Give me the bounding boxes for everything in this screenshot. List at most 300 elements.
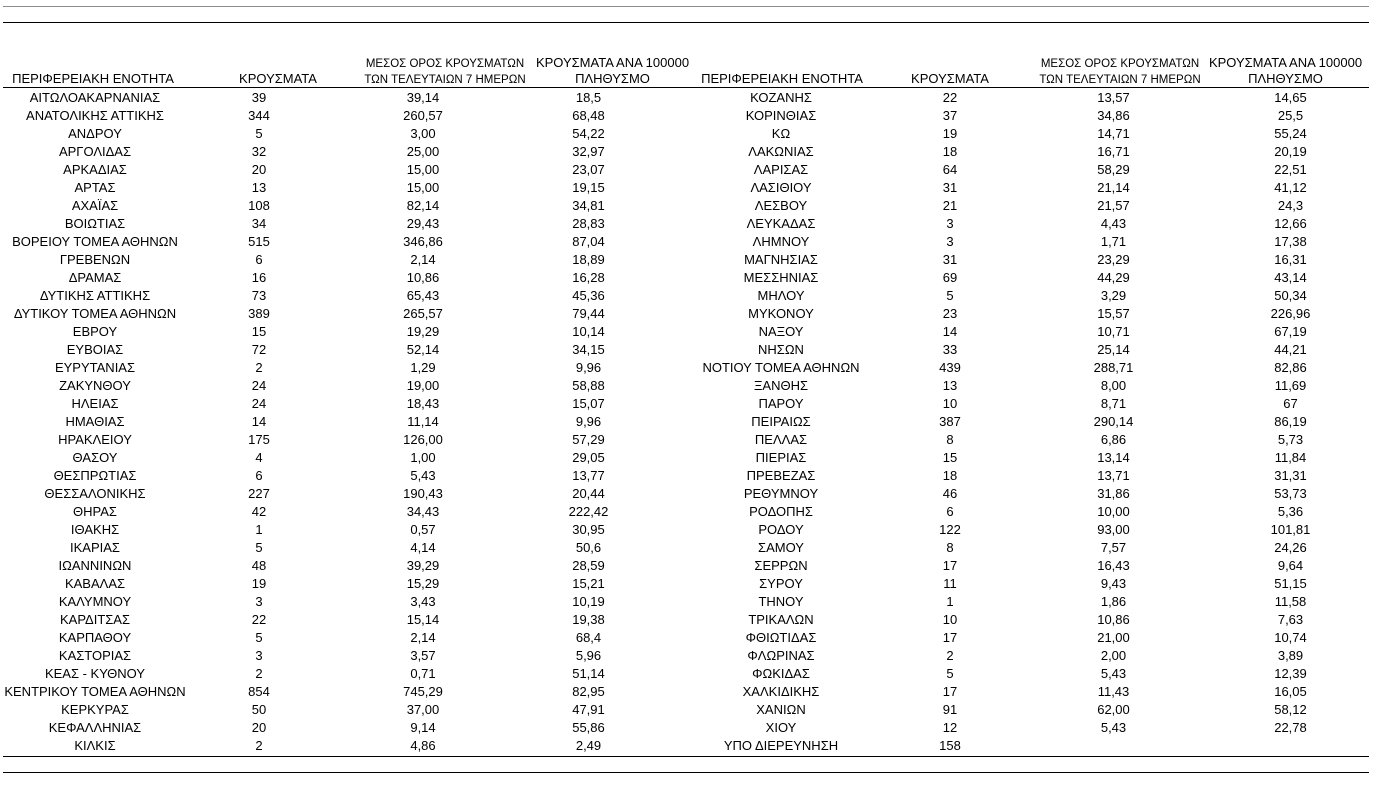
- cell-region: ΘΗΡΑΣ: [73, 504, 117, 519]
- table-row: [676, 467, 1368, 485]
- cell-per-100k: 41,12: [1274, 180, 1307, 195]
- cell-cases: 387: [939, 414, 961, 429]
- cell-avg-7d: 9,14: [410, 720, 436, 735]
- cell-cases: 37: [942, 108, 958, 123]
- table-row: [3, 341, 662, 359]
- cell-cases: 32: [251, 144, 267, 159]
- table-row: [3, 125, 662, 143]
- cell-avg-7d: 346,86: [403, 234, 443, 249]
- header-per100k-line2: ΠΛΗΘΥΣΜΟ: [575, 71, 650, 86]
- cell-region: ΜΗΛΟΥ: [757, 288, 805, 303]
- cell-cases: 33: [942, 342, 958, 357]
- cell-per-100k: 86,19: [1274, 414, 1307, 429]
- header-per100k-line2: ΠΛΗΘΥΣΜΟ: [1248, 71, 1323, 86]
- cell-region: ΒΟΡΕΙΟΥ ΤΟΜΕΑ ΑΘΗΝΩΝ: [12, 234, 178, 249]
- cell-region: ΜΥΚΟΝΟΥ: [748, 306, 814, 321]
- table-row: [676, 665, 1368, 683]
- header-avg-line2: ΤΩΝ ΤΕΛΕΥΤΑΙΩΝ 7 ΗΜΕΡΩΝ: [1039, 74, 1201, 86]
- table-row: [3, 161, 662, 179]
- cell-per-100k: 18,89: [572, 252, 605, 267]
- cell-per-100k: 51,14: [572, 666, 605, 681]
- cell-region: ΣΕΡΡΩΝ: [754, 558, 808, 573]
- cell-per-100k: 68,4: [575, 630, 602, 645]
- table-row: [676, 143, 1368, 161]
- table-row: [3, 503, 662, 521]
- cell-region: ΤΡΙΚΑΛΩΝ: [748, 612, 814, 627]
- cell-cases: 20: [251, 162, 267, 177]
- table-row: [676, 323, 1368, 341]
- table-row: [676, 161, 1368, 179]
- cell-region: ΗΛΕΙΑΣ: [71, 396, 119, 411]
- cell-avg-7d: 1,86: [1100, 594, 1127, 609]
- table-row: [676, 521, 1368, 539]
- table-row: [676, 395, 1368, 413]
- cell-per-100k: 50,6: [575, 540, 602, 555]
- table-row: [676, 305, 1368, 323]
- cell-cases: 6: [255, 468, 263, 483]
- cell-per-100k: 23,07: [572, 162, 605, 177]
- cell-per-100k: 12,66: [1274, 216, 1307, 231]
- cell-per-100k: 67: [1283, 396, 1298, 411]
- table-row: [676, 377, 1368, 395]
- cell-region: ΗΡΑΚΛΕΙΟΥ: [58, 432, 132, 447]
- table-row: [3, 539, 662, 557]
- cell-per-100k: 13,77: [572, 468, 605, 483]
- table-row: [3, 269, 662, 287]
- table-row: [3, 413, 662, 431]
- table-row: [3, 395, 662, 413]
- cell-per-100k: 24,3: [1277, 198, 1304, 213]
- cell-per-100k: 22,51: [1274, 162, 1307, 177]
- cell-avg-7d: 3,29: [1100, 288, 1127, 303]
- cell-cases: 5: [255, 630, 263, 645]
- table-row: [676, 179, 1368, 197]
- table-row: [3, 251, 662, 269]
- cell-per-100k: 25,5: [1277, 108, 1304, 123]
- cell-cases: 14: [942, 324, 958, 339]
- cell-avg-7d: 10,71: [1097, 324, 1130, 339]
- cell-region: ΑΙΤΩΛΟΑΚΑΡΝΑΝΙΑΣ: [29, 90, 161, 105]
- cell-per-100k: 16,31: [1274, 252, 1307, 267]
- cell-per-100k: 15,07: [572, 396, 605, 411]
- cell-per-100k: 58,88: [572, 378, 605, 393]
- cell-avg-7d: 5,43: [1100, 666, 1127, 681]
- table-row: [676, 251, 1368, 269]
- cell-region: ΠΕΛΛΑΣ: [754, 432, 808, 447]
- cell-region: ΧΑΝΙΩΝ: [756, 702, 806, 717]
- table-row: [676, 611, 1368, 629]
- cell-cases: 31: [942, 252, 958, 267]
- cell-region: ΡΕΘΥΜΝΟΥ: [743, 486, 819, 501]
- cell-region: ΔΡΑΜΑΣ: [68, 270, 122, 285]
- cell-region: ΚΩ: [771, 126, 791, 141]
- cell-region: ΖΑΚΥΝΘΟΥ: [59, 378, 131, 393]
- cell-cases: 91: [942, 702, 958, 717]
- cell-per-100k: 45,36: [572, 288, 605, 303]
- cell-per-100k: 9,96: [575, 414, 602, 429]
- header-avg-line1: ΜΕΣΟΣ ΟΡΟΣ ΚΡΟΥΣΜΑΤΩΝ: [1040, 58, 1200, 70]
- cell-avg-7d: 8,71: [1100, 396, 1127, 411]
- cell-cases: 14: [251, 414, 267, 429]
- cell-region: ΚΑΛΥΜΝΟΥ: [58, 594, 132, 609]
- cell-per-100k: 29,05: [572, 450, 605, 465]
- cell-avg-7d: 16,43: [1097, 558, 1130, 573]
- cell-region: ΦΘΙΩΤΙΔΑΣ: [745, 630, 817, 645]
- cell-region: ΕΒΡΟΥ: [72, 324, 118, 339]
- cell-region: ΛΑΚΩΝΙΑΣ: [748, 144, 814, 159]
- table-row: [676, 449, 1368, 467]
- cell-avg-7d: 265,57: [403, 306, 443, 321]
- cell-per-100k: 11,84: [1274, 450, 1307, 465]
- cell-cases: 15: [942, 450, 958, 465]
- cell-cases: 5: [946, 666, 954, 681]
- cell-region: ΑΧΑΪΑΣ: [71, 198, 119, 213]
- cell-avg-7d: 39,29: [406, 558, 440, 573]
- cell-per-100k: 30,95: [572, 522, 605, 537]
- cell-region: ΧΙΟΥ: [765, 720, 797, 735]
- table-row: [3, 287, 662, 305]
- header-avg-line1: ΜΕΣΟΣ ΟΡΟΣ ΚΡΟΥΣΜΑΤΩΝ: [365, 58, 525, 70]
- cell-cases: 175: [248, 432, 270, 447]
- table-row: [676, 233, 1368, 251]
- cell-avg-7d: 2,14: [410, 252, 436, 267]
- cell-cases: 13: [942, 378, 958, 393]
- cell-cases: 6: [946, 504, 954, 519]
- cell-region: ΙΩΑΝΝΙΝΩΝ: [58, 558, 132, 573]
- cell-per-100k: 19,38: [572, 612, 605, 627]
- top-rule-thick: [3, 22, 1369, 23]
- table-row: [676, 719, 1368, 737]
- table-row: [676, 701, 1368, 719]
- cell-per-100k: 12,39: [1274, 666, 1307, 681]
- cell-per-100k: 19,15: [572, 180, 605, 195]
- cell-region: ΛΑΣΙΘΙΟΥ: [750, 180, 812, 195]
- cell-region: ΣΥΡΟΥ: [759, 576, 803, 591]
- header-cases-right: ΚΡΟΥΣΜΑΤΑ: [911, 71, 989, 86]
- cell-region: ΝΗΣΩΝ: [758, 342, 804, 357]
- header-cases-left: ΚΡΟΥΣΜΑΤΑ: [239, 71, 317, 86]
- cell-region: ΙΚΑΡΙΑΣ: [70, 540, 120, 555]
- header-per100k-left: [525, 55, 700, 87]
- cell-per-100k: 51,15: [1274, 576, 1307, 591]
- cell-avg-7d: 93,00: [1097, 522, 1130, 537]
- cell-region: ΡΟΔΟΥ: [758, 522, 804, 537]
- cell-per-100k: 10,74: [1274, 630, 1307, 645]
- table-row: [3, 323, 662, 341]
- cell-cases: 344: [248, 108, 270, 123]
- cell-region: ΝΟΤΙΟΥ ΤΟΜΕΑ ΑΘΗΝΩΝ: [702, 360, 860, 375]
- table-row: [676, 647, 1368, 665]
- cell-per-100k: 9,64: [1277, 558, 1304, 573]
- left-data-table: [3, 89, 662, 755]
- cell-cases: 19: [942, 126, 958, 141]
- cell-cases: 122: [939, 522, 961, 537]
- cell-cases: 5: [255, 126, 263, 141]
- header-per100k-line1: ΚΡΟΥΣΜΑΤΑ ΑΝΑ 100000: [1208, 55, 1363, 70]
- cell-per-100k: 20,44: [572, 486, 605, 501]
- cell-region: ΚΟΡΙΝΘΙΑΣ: [745, 108, 817, 123]
- header-region-left: ΠΕΡΙΦΕΡΕΙΑΚΗ ΕΝΟΤΗΤΑ: [12, 71, 174, 86]
- table-row: [3, 179, 662, 197]
- cell-avg-7d: 290,14: [1093, 414, 1134, 429]
- cell-region: ΘΕΣΣΑΛΟΝΙΚΗΣ: [44, 486, 146, 501]
- cell-cases: 16: [251, 270, 267, 285]
- table-row: [676, 287, 1368, 305]
- table-row: [3, 431, 662, 449]
- cell-region: ΛΗΜΝΟΥ: [752, 234, 810, 249]
- cell-avg-7d: 15,00: [406, 180, 440, 195]
- cell-avg-7d: 23,29: [1097, 252, 1130, 267]
- cell-avg-7d: 126,00: [403, 432, 443, 447]
- cell-per-100k: 101,81: [1270, 522, 1311, 537]
- header-avg-line2: ΤΩΝ ΤΕΛΕΥΤΑΙΩΝ 7 ΗΜΕΡΩΝ: [364, 74, 526, 86]
- cell-avg-7d: 34,43: [406, 504, 440, 519]
- table-row: [3, 215, 662, 233]
- cell-region: ΚΕΡΚΥΡΑΣ: [61, 702, 129, 717]
- cell-avg-7d: 13,71: [1097, 468, 1130, 483]
- table-row: [3, 89, 662, 107]
- cell-region: ΥΠΟ ΔΙΕΡΕΥΝΗΣΗ: [723, 738, 839, 753]
- cell-region: ΑΡΚΑΔΙΑΣ: [63, 162, 127, 177]
- cell-cases: 5: [255, 540, 263, 555]
- cell-cases: 39: [251, 90, 267, 105]
- cell-cases: 13: [251, 180, 267, 195]
- header-per100k-right: [1198, 55, 1373, 87]
- cell-cases: 1: [255, 522, 263, 537]
- table-row: [676, 107, 1368, 125]
- cell-avg-7d: 8,00: [1100, 378, 1127, 393]
- table-row: [3, 719, 662, 737]
- cell-avg-7d: 25,14: [1097, 342, 1130, 357]
- cell-cases: 439: [939, 360, 961, 375]
- cell-avg-7d: 31,86: [1097, 486, 1130, 501]
- cell-per-100k: 11,58: [1274, 594, 1307, 609]
- cell-per-100k: 34,15: [572, 342, 605, 357]
- cell-avg-7d: 19,29: [406, 324, 440, 339]
- cell-region: ΑΝΑΤΟΛΙΚΗΣ ΑΤΤΙΚΗΣ: [26, 108, 164, 123]
- table-row: [3, 485, 662, 503]
- cell-cases: 8: [946, 540, 954, 555]
- table-row: [676, 197, 1368, 215]
- cell-avg-7d: 13,57: [1097, 90, 1130, 105]
- cell-region: ΠΡΕΒΕΖΑΣ: [746, 468, 816, 483]
- cell-avg-7d: 3,43: [410, 594, 436, 609]
- cell-per-100k: 82,95: [572, 684, 605, 699]
- cell-avg-7d: 5,43: [1100, 720, 1127, 735]
- cell-per-100k: 17,38: [1274, 234, 1307, 249]
- cell-region: ΠΑΡΟΥ: [758, 396, 804, 411]
- table-row: [3, 233, 662, 251]
- cell-cases: 18: [942, 144, 958, 159]
- cell-per-100k: 54,22: [572, 126, 605, 141]
- table-row: [3, 629, 662, 647]
- header-region-right: ΠΕΡΙΦΕΡΕΙΑΚΗ ΕΝΟΤΗΤΑ: [701, 71, 863, 86]
- cell-avg-7d: 15,00: [406, 162, 440, 177]
- cell-cases: 11: [943, 576, 957, 591]
- table-row: [676, 557, 1368, 575]
- cell-per-100k: 5,96: [575, 648, 602, 663]
- table-row: [3, 359, 662, 377]
- cell-per-100k: [1213, 737, 1368, 755]
- cell-avg-7d: 44,29: [1097, 270, 1130, 285]
- cell-cases: 18: [942, 468, 958, 483]
- cell-per-100k: 5,73: [1277, 432, 1304, 447]
- cell-region: ΡΟΔΟΠΗΣ: [749, 504, 813, 519]
- cell-per-100k: 3,89: [1277, 648, 1304, 663]
- header-avg-right: [1025, 56, 1215, 88]
- cell-cases: 158: [939, 738, 961, 753]
- cell-avg-7d: 37,00: [406, 702, 440, 717]
- cell-avg-7d: 39,14: [406, 90, 440, 105]
- table-row: [3, 467, 662, 485]
- cell-cases: 3: [255, 648, 263, 663]
- cell-per-100k: 16,28: [572, 270, 605, 285]
- cell-cases: 108: [248, 198, 270, 213]
- table-row: [3, 143, 662, 161]
- cell-per-100k: 22,78: [1274, 720, 1307, 735]
- cell-avg-7d: 19,00: [406, 378, 440, 393]
- cell-cases: 17: [942, 684, 958, 699]
- cell-cases: 24: [251, 378, 267, 393]
- cell-avg-7d: 15,57: [1097, 306, 1130, 321]
- bottom-rule-2: [3, 772, 1369, 773]
- cell-avg-7d: 52,14: [406, 342, 440, 357]
- cell-per-100k: 50,34: [1274, 288, 1307, 303]
- cell-cases: 17: [942, 558, 958, 573]
- cell-region: ΘΑΣΟΥ: [72, 450, 118, 465]
- cell-region: ΛΑΡΙΣΑΣ: [753, 162, 809, 177]
- left-table-body: [3, 89, 662, 755]
- cell-cases: 20: [251, 720, 267, 735]
- cell-cases: 5: [946, 288, 954, 303]
- cell-region: ΚΑΣΤΟΡΙΑΣ: [58, 648, 132, 663]
- table-row: [3, 449, 662, 467]
- table-row: [3, 521, 662, 539]
- cell-per-100k: 222,42: [568, 504, 609, 519]
- table-row: [3, 557, 662, 575]
- table-row: [676, 575, 1368, 593]
- cell-avg-7d: 6,86: [1100, 432, 1127, 447]
- cell-region: ΚΙΛΚΙΣ: [74, 738, 116, 753]
- cell-avg-7d: 0,57: [410, 522, 436, 537]
- cell-per-100k: 31,31: [1274, 468, 1307, 483]
- cell-region: ΒΟΙΩΤΙΑΣ: [64, 216, 126, 231]
- table-row: [676, 89, 1368, 107]
- cell-region: ΑΡΤΑΣ: [74, 180, 116, 195]
- cell-avg-7d: 190,43: [403, 486, 443, 501]
- table-row: [676, 341, 1368, 359]
- cell-region: ΙΘΑΚΗΣ: [70, 522, 120, 537]
- cell-avg-7d: [1014, 737, 1213, 755]
- right-data-table: [676, 89, 1368, 755]
- cell-avg-7d: 1,00: [410, 450, 436, 465]
- cell-avg-7d: 4,86: [410, 738, 436, 753]
- cell-avg-7d: 745,29: [403, 684, 443, 699]
- table-row: [676, 269, 1368, 287]
- cell-cases: 8: [946, 432, 954, 447]
- table-row: [676, 431, 1368, 449]
- cell-region: ΗΜΑΘΙΑΣ: [65, 414, 125, 429]
- cell-per-100k: 20,19: [1274, 144, 1307, 159]
- table-row: [676, 539, 1368, 557]
- cell-region: ΛΕΥΚΑΔΑΣ: [746, 216, 816, 231]
- cell-avg-7d: 15,29: [406, 576, 440, 591]
- cell-region: ΣΑΜΟΥ: [758, 540, 804, 555]
- cell-per-100k: 28,59: [572, 558, 605, 573]
- cell-avg-7d: 2,14: [410, 630, 436, 645]
- cell-region: ΛΕΣΒΟΥ: [754, 198, 808, 213]
- cell-cases: 3: [946, 216, 954, 231]
- cell-per-100k: 87,04: [572, 234, 605, 249]
- cell-avg-7d: 21,14: [1097, 180, 1130, 195]
- cell-region: ΝΑΞΟΥ: [758, 324, 804, 339]
- table-row: [676, 593, 1368, 611]
- cell-region: ΠΕΙΡΑΙΩΣ: [751, 414, 811, 429]
- cell-region: ΕΥΒΟΙΑΣ: [66, 342, 124, 357]
- cell-avg-7d: 1,71: [1100, 234, 1127, 249]
- table-row: [3, 683, 662, 701]
- cell-region: ΧΑΛΚΙΔΙΚΗΣ: [742, 684, 820, 699]
- table-row: [3, 107, 662, 125]
- cell-region: ΤΗΝΟΥ: [758, 594, 804, 609]
- cell-per-100k: 53,73: [1274, 486, 1307, 501]
- header-per100k-line1: ΚΡΟΥΣΜΑΤΑ ΑΝΑ 100000: [535, 55, 690, 70]
- table-row: [676, 737, 1368, 755]
- cell-region: ΔΥΤΙΚΟΥ ΤΟΜΕΑ ΑΘΗΝΩΝ: [13, 306, 177, 321]
- cell-avg-7d: 21,00: [1097, 630, 1130, 645]
- cell-per-100k: 82,86: [1274, 360, 1307, 375]
- cell-avg-7d: 10,00: [1097, 504, 1130, 519]
- cell-avg-7d: 288,71: [1093, 360, 1134, 375]
- cell-avg-7d: 10,86: [1097, 612, 1130, 627]
- cell-cases: 3: [255, 594, 263, 609]
- table-row: [676, 215, 1368, 233]
- cell-cases: 15: [251, 324, 267, 339]
- cell-region: ΠΙΕΡΙΑΣ: [755, 450, 807, 465]
- top-rule-thin: [3, 6, 1369, 7]
- cell-per-100k: 9,96: [575, 360, 602, 375]
- cell-avg-7d: 82,14: [406, 198, 440, 213]
- cell-per-100k: 10,14: [572, 324, 605, 339]
- cell-per-100k: 28,83: [572, 216, 605, 231]
- cell-avg-7d: 3,00: [410, 126, 436, 141]
- table-row: [676, 413, 1368, 431]
- cell-cases: 19: [251, 576, 267, 591]
- cell-avg-7d: 260,57: [403, 108, 443, 123]
- cell-region: ΚΑΡΠΑΘΟΥ: [58, 630, 132, 645]
- cell-region: ΚΕΑΣ - ΚΥΘΝΟΥ: [44, 666, 146, 681]
- cell-cases: 10: [942, 612, 958, 627]
- cell-per-100k: 2,49: [575, 738, 602, 753]
- cell-region: ΜΑΓΝΗΣΙΑΣ: [744, 252, 818, 267]
- table-row: [3, 665, 662, 683]
- cell-region: ΚΕΝΤΡΙΚΟΥ ΤΟΜΕΑ ΑΘΗΝΩΝ: [4, 684, 186, 699]
- cell-per-100k: 226,96: [1270, 306, 1311, 321]
- cell-cases: 2: [255, 666, 263, 681]
- table-row: [3, 701, 662, 719]
- cell-cases: 10: [942, 396, 958, 411]
- cell-avg-7d: 25,00: [406, 144, 440, 159]
- header-avg-left: [350, 56, 540, 88]
- cell-cases: 515: [248, 234, 270, 249]
- cell-avg-7d: 1,29: [410, 360, 436, 375]
- cell-cases: 17: [942, 630, 958, 645]
- table-row: [3, 305, 662, 323]
- cell-avg-7d: 34,86: [1097, 108, 1130, 123]
- table-row: [676, 683, 1368, 701]
- cell-per-100k: 34,81: [572, 198, 605, 213]
- cell-cases: 42: [251, 504, 267, 519]
